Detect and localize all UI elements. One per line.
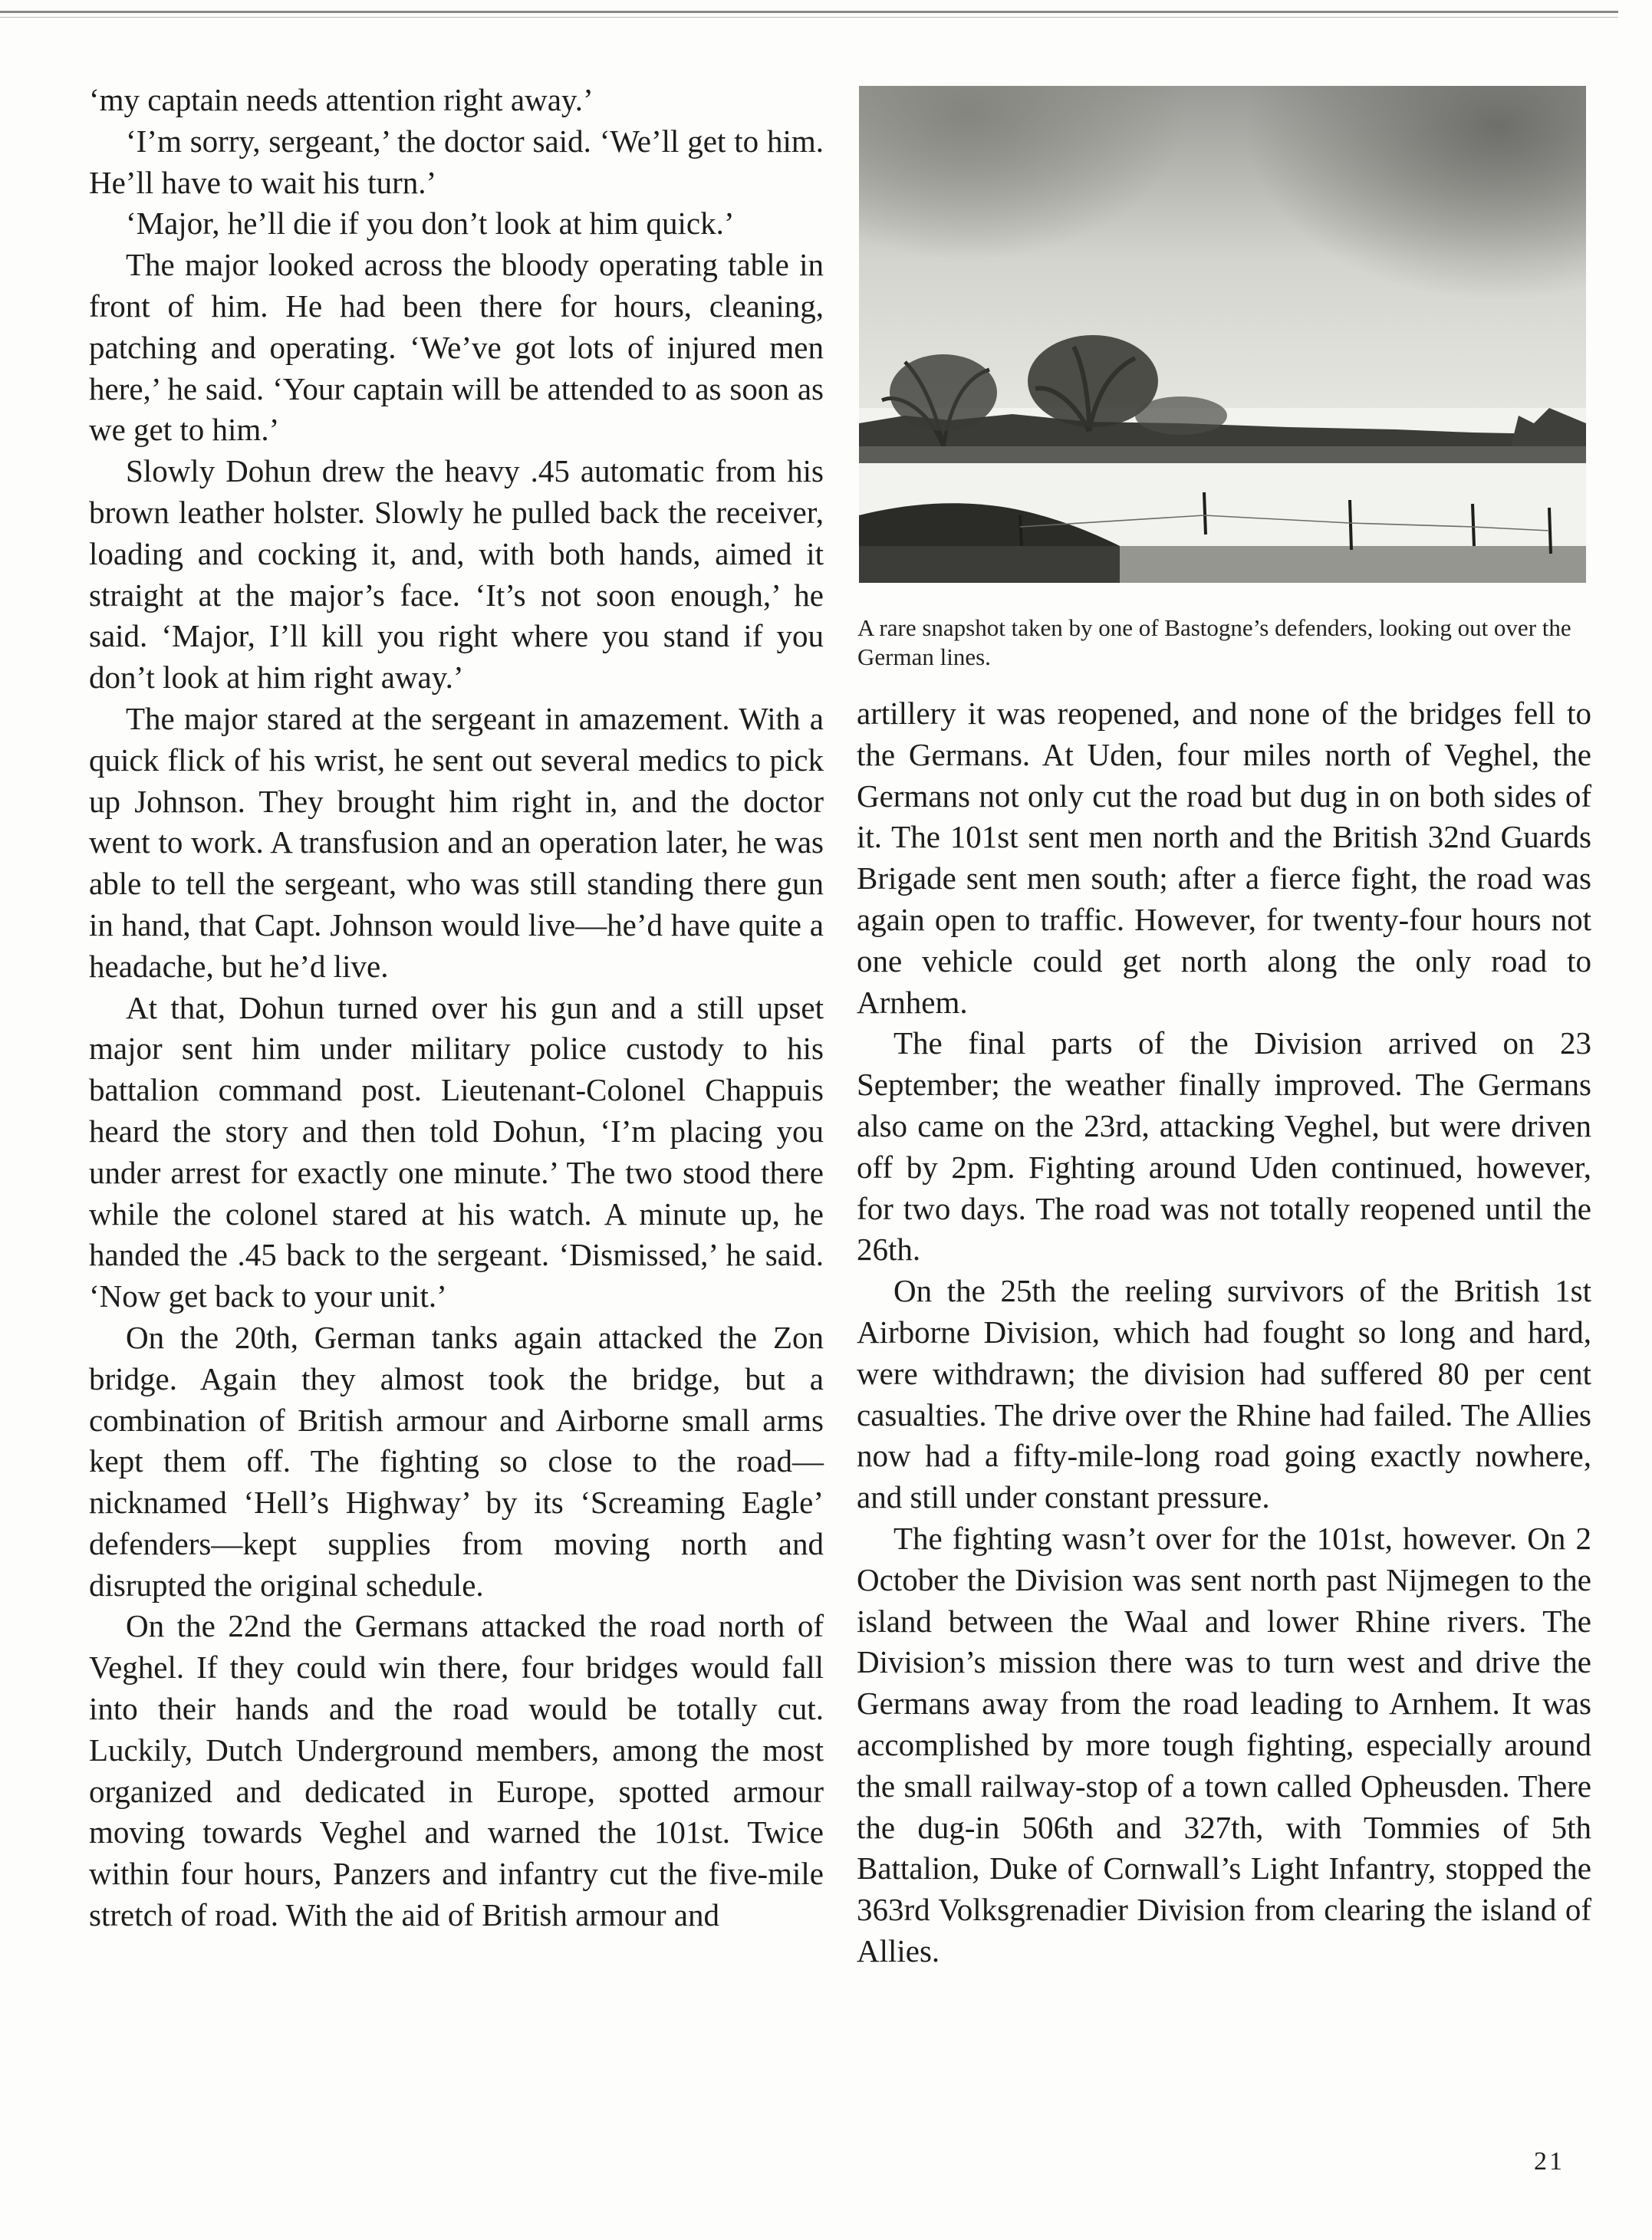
paragraph: The final parts of the Division arrived on 23 September; the weather finally improved. The Germans also came on the 23rd, attacking Veghel, but were driven off by 2pm. Fighting around Uden continued, however, for two days. The road was not totally reopened until the 26th. [857,1025,1591,1268]
top-rule-secondary [0,17,1618,18]
figure-photo [859,86,1586,583]
figure-caption: A rare snapshot taken by one of Bastogne’s defenders, looking out over the German lines. [857,614,1571,670]
paragraph: artillery it was reopened, and none of the bridges fell to the Germans. At Uden, four miles north of Veghel, the Germans not only cut the road but dug in on both sides of it. The 101st sent men north and the British 32nd Guards Brigade sent men south; after a fierce fight, the road was again open to traffic. However, for twenty-four hours not one vehicle could get north along the only road to Arnhem. [857,696,1591,1020]
paragraph: ‘I’m sorry, sergeant,’ the doctor said. ‘We’ll get to him. He’ll have to wait his turn.’ [89,123,824,200]
paragraph: On the 25th the reeling survivors of the British 1st Airborne Division, which had fought so long and hard, were withdrawn; the division had suffered 80 per cent casualties. The drive over the Rhine had failed. The Allies now had a fifty-mile-long road going exactly nowhere, and still under constant pressure. [857,1273,1591,1515]
paragraph: The fighting wasn’t over for the 101st, however. On 2 October the Division was sent north past Nijmegen to the island between the Waal and lower Rhine rivers. The Division’s mission there was to turn west and drive the Germans away from the road leading to Arnhem. It was accomplished by more tough fighting, especially around the small railway-stop of a town called Opheusden. There the dug-in 506th and 327th, with Tommies of 5th Battalion, Duke of Cornwall’s Light Infantry, stopped the 363rd Volksgrenadier Division from clearing the island of Allies. [857,1520,1591,1969]
top-rule [0,11,1618,13]
right-column [857,693,1591,1972]
paragraph: ‘my captain needs attention right away.’ [89,82,594,117]
left-column [89,80,824,1936]
paragraph: The major looked across the bloody operating table in front of him. He had been there for hours, cleaning, patching and operating. ‘We’ve got lots of injured men here,’ he said. ‘Your captain will be attended to as soon as we get to him.’ [89,247,824,448]
paragraph: The major stared at the sergeant in amazement. With a quick flick of his wrist, he sent out several medics to pick up Johnson. They brought him right in, and the doctor went to work. A transfusion and an operation later, he was able to tell the sergeant, who was still standing there gun in hand, that Capt. Johnson would live—he’d have quite a headache, but he’d live. [89,700,824,984]
page-number: 21 [1534,2147,1565,2176]
paragraph: On the 22nd the Germans attacked the road north of Veghel. If they could win there, four bridges would fall into their hands and the road would be totally cut. Luckily, Dutch Underground members, among the most organized and dedicated in Europe, spotted armour moving towards Veghel and warned the 101st. Twice within four hours, Panzers and infantry cut the five-mile stretch of road. With the aid of British armour and [89,1608,824,1933]
paragraph: ‘Major, he’ll die if you don’t look at him quick.’ [126,206,735,242]
paragraph: At that, Dohun turned over his gun and a still upset major sent him under military police custody to his battalion command post. Lieutenant-Colonel Chappuis heard the story and then told Dohun, ‘I’m placing you under arrest for exactly one minute.’ The two stood there while the colonel stared at his watch. A minute up, he handed the .45 back to the sergeant. ‘Dismissed,’ he said. ‘Now get back to your unit.’ [89,989,824,1314]
paragraph: Slowly Dohun drew the heavy .45 automatic from his brown leather holster. Slowly he pulled back the receiver, loading and cocking it, and, with both hands, aimed it straight at the major’s face. ‘It’s not soon enough,’ he said. ‘Major, I’ll kill you right where you stand if you don’t look at him right away.’ [89,453,824,696]
snow-field-photo-icon [859,86,1586,583]
paragraph: On the 20th, German tanks again attacked the Zon bridge. Again they almost took the bridge, but a combination of British armour and Airborne small arms kept them off. The fighting so close to the road—nicknamed ‘Hell’s Highway’ by its ‘Screaming Eagle’ defenders—kept supplies from moving north and disrupted the original schedule. [89,1319,824,1603]
